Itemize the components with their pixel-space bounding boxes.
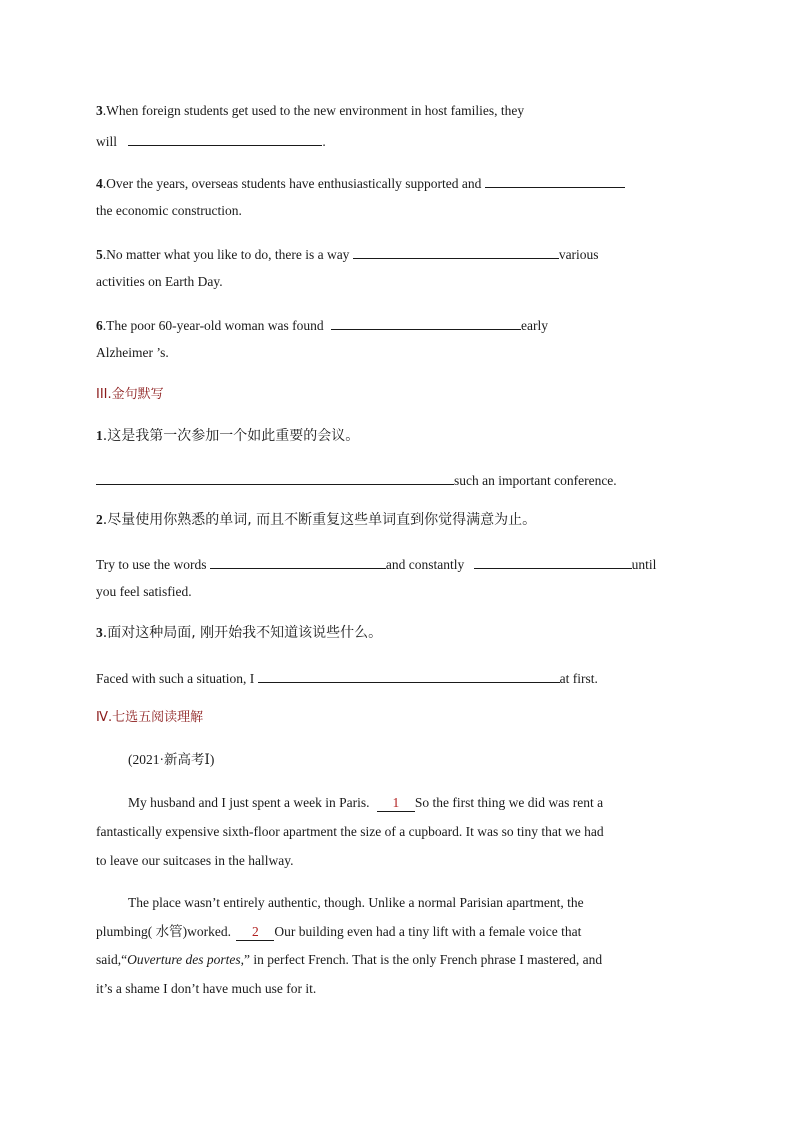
answer-blank[interactable] (331, 315, 521, 330)
english-text: and constantly (385, 557, 465, 572)
question-text: Alzheimer ’s. (96, 345, 169, 360)
section3-item-1-cn (96, 427, 359, 445)
chinese-sentence: .这是我第一次参加一个如此重要的会议。 (102, 428, 360, 444)
paragraph-1-line3: to leave our suitcases in the hallway. (96, 853, 294, 868)
passage-blank-1[interactable]: 1 (377, 795, 415, 812)
passage-text: plumbing( 水管)worked. (96, 924, 231, 939)
english-text: Try to use the words (96, 557, 207, 572)
english-text: at first. (559, 671, 598, 686)
question-3-line1 (96, 102, 524, 120)
question-5-line1 (96, 244, 599, 264)
question-4-line2 (96, 202, 242, 220)
question-text: the economic construction. (96, 203, 242, 218)
paragraph-2-line4: it’s a shame I don’t have much use for it. (96, 981, 317, 996)
question-6-line1 (96, 315, 548, 335)
question-4-line1 (96, 173, 625, 193)
english-text: until (631, 557, 657, 572)
question-5-line2 (96, 273, 223, 291)
question-text: .No matter what you like to do, there is a way (102, 247, 350, 262)
section3-item-3-en (96, 668, 598, 688)
question-number: 2 (96, 512, 103, 527)
answer-blank[interactable] (474, 554, 632, 569)
passage-text: said,“ (96, 952, 128, 967)
passage-text: My husband and I just spent a week in Paris. (128, 795, 370, 810)
section3-item-2-en-line2 (96, 583, 192, 601)
question-3-line2 (96, 131, 326, 151)
chinese-sentence: .面对这种局面, 刚开始我不知道该说些什么。 (102, 625, 383, 641)
question-number: 5 (96, 247, 103, 262)
question-6-line2 (96, 344, 169, 362)
section3-item-1-en (96, 470, 617, 490)
question-number: 3 (96, 625, 103, 640)
question-text: .The poor 60-year-old woman was found (102, 318, 324, 333)
section-3-title: III.金句默写 (96, 387, 164, 402)
paragraph-1-line1 (128, 794, 603, 812)
passage-blank-2[interactable]: 2 (236, 924, 274, 941)
answer-blank[interactable] (258, 668, 560, 683)
french-phrase: Ouverture des portes (127, 952, 241, 967)
english-text: you feel satisfied. (96, 584, 192, 599)
paragraph-2-line3 (96, 951, 602, 969)
answer-blank[interactable] (353, 244, 559, 259)
answer-blank[interactable] (210, 554, 386, 569)
question-number: 3 (96, 103, 103, 118)
question-text: . (322, 134, 326, 149)
question-text: will (96, 134, 118, 149)
section3-item-2-en (96, 554, 656, 574)
english-text: Faced with such a situation, I (96, 671, 255, 686)
passage-text: Our building even had a tiny lift with a female voice that (274, 924, 582, 939)
section-4-title: Ⅳ.七选五阅读理解 (96, 710, 204, 725)
answer-blank[interactable] (485, 173, 625, 188)
question-number: 6 (96, 318, 103, 333)
question-number: 1 (96, 428, 103, 443)
question-text: .When foreign students get used to the new environment in host families, they (102, 103, 525, 118)
answer-blank[interactable] (128, 131, 322, 146)
paragraph-2-line1: The place wasn’t entirely authentic, though. Unlike a normal Parisian apartment, the (128, 895, 584, 910)
question-text: .Over the years, overseas students have enthusiastically supported and (102, 176, 482, 191)
paragraph-1-line2: fantastically expensive sixth-floor apartment the size of a cupboard. It was so tiny that we had (96, 824, 604, 839)
passage-text: ,” in perfect French. That is the only French phrase I mastered, and (240, 952, 603, 967)
section3-item-2-cn (96, 511, 536, 529)
question-number: 4 (96, 176, 103, 191)
section3-item-3-cn (96, 624, 382, 642)
passage-text: So the first thing we did was rent a (414, 795, 604, 810)
answer-blank[interactable] (96, 470, 454, 485)
question-text: activities on Earth Day. (96, 274, 223, 289)
paragraph-2-line2 (96, 923, 581, 941)
chinese-sentence: .尽量使用你熟悉的单词, 而且不断重复这些单词直到你觉得满意为止。 (102, 512, 537, 528)
source-citation: (2021·新高考Ⅰ) (128, 752, 215, 767)
question-text: various (558, 247, 599, 262)
question-text: early (521, 318, 549, 333)
english-text: such an important conference. (454, 473, 617, 488)
